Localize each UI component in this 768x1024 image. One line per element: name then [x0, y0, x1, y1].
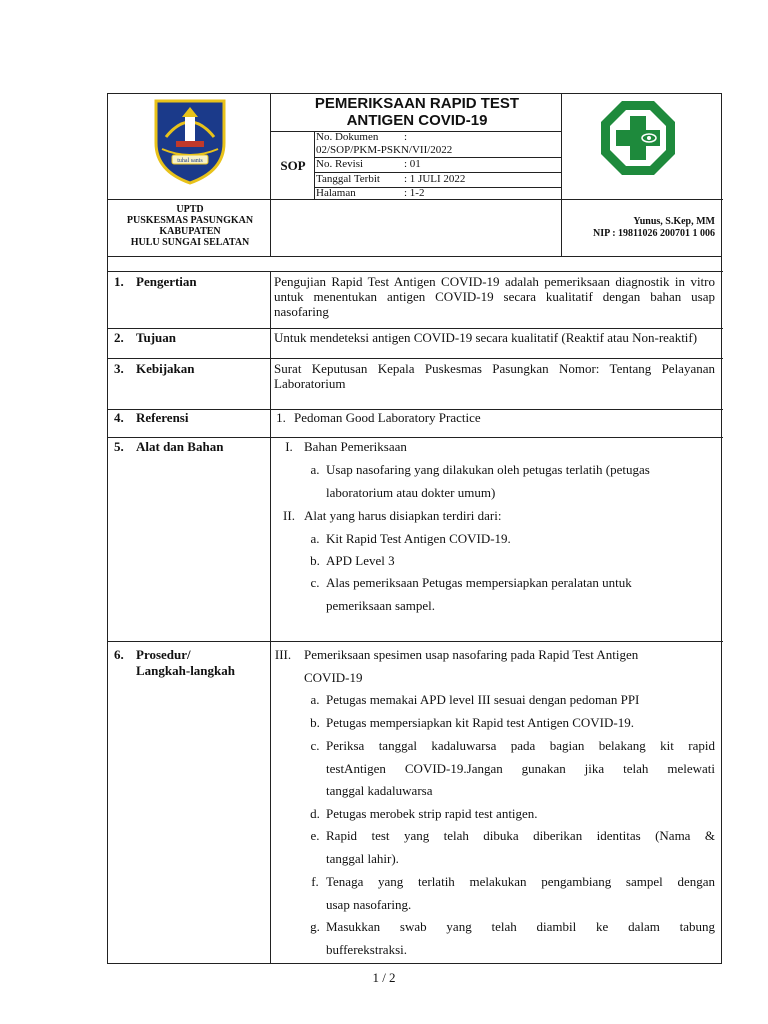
meta-issue-date: [316, 173, 465, 186]
section-label-referensi: [114, 410, 188, 425]
group-heading-continued: [274, 666, 715, 689]
list-item-continued: [274, 481, 715, 504]
group-text: Bahan Pemeriksaan: [304, 439, 407, 454]
item-text: Alas pemeriksaan Petugas mempersiapkan peralatan untuk: [326, 575, 632, 590]
meta-value: : 1 JULI 2022: [404, 173, 466, 185]
item-text: tanggal lahir).: [326, 851, 399, 866]
group-heading: [274, 504, 715, 527]
item-marker: b.: [310, 553, 320, 568]
signer-name: Yunus, S.Kep, MM: [633, 216, 715, 227]
group-text: Alat yang harus disiapkan terdiri dari:: [304, 508, 502, 523]
item-text: APD Level 3: [326, 553, 395, 568]
list-item-continued: [274, 594, 715, 617]
group-text: COVID-19: [304, 670, 363, 685]
item-text: Periksa tanggal kadaluwarsa pada bagian belakang kit rapid: [326, 738, 715, 753]
section-label-prosedur-2: Langkah-langkah: [136, 663, 235, 678]
group-text: Pemeriksaan spesimen usap nasofaring pada Rapid Test Antigen: [304, 647, 639, 662]
item-marker: c.: [310, 575, 320, 590]
list-item: [274, 549, 715, 572]
item-marker: d.: [310, 806, 320, 821]
item-marker: b.: [310, 715, 320, 730]
item-marker: a.: [310, 462, 320, 477]
org-line: PUSKESMAS PASUNGKAN: [126, 215, 254, 226]
item-text: usap nasofaring.: [326, 897, 412, 912]
org-line: KABUPATEN: [159, 226, 221, 237]
list-item: [274, 688, 715, 711]
meta-value: : 1-2: [404, 187, 425, 199]
group-heading: [274, 435, 715, 458]
section-title: Pengertian: [136, 274, 197, 289]
item-text: pemeriksaan sampel.: [326, 598, 436, 613]
list-item: [274, 571, 715, 594]
signer-nip: NIP : 19811026 200701 1 006: [593, 228, 715, 239]
section-number: 2.: [114, 330, 124, 345]
list-item: [274, 734, 715, 757]
item-text: Rapid test yang telah dibuka diberikan identitas (Nama &: [326, 828, 715, 843]
list-item-continued: [274, 757, 715, 780]
organization-name: [108, 204, 272, 248]
sop-label: SOP: [280, 157, 306, 173]
org-line: UPTD: [176, 204, 204, 215]
section-title: Referensi: [136, 410, 189, 425]
section-title: Alat dan Bahan: [136, 439, 224, 454]
group-marker: II.: [283, 508, 295, 523]
item-text: bufferekstraksi.: [326, 942, 407, 957]
meta-key: No. Revisi: [316, 158, 364, 170]
section-text-kebijakan: Surat Keputusan Kepala Puskesmas Pasungkan Nomor: Tentang Pelayanan Laboratorium: [274, 361, 715, 391]
item-text: Tenaga yang terlatih melakukan pengambiang sampel dengan: [326, 874, 715, 889]
referensi-item: [274, 406, 715, 429]
section-title: Prosedur/: [136, 647, 191, 662]
item-marker: a.: [310, 531, 320, 546]
meta-key: Tanggal Terbit: [316, 173, 380, 185]
item-text: Petugas memakai APD level III sesuai dengan pedoman PPI: [326, 692, 640, 707]
section-title: Kebijakan: [136, 361, 195, 376]
group-heading: [274, 643, 715, 666]
item-marker: a.: [310, 692, 320, 707]
list-item-continued: [274, 938, 715, 961]
list-item: [274, 458, 715, 481]
meta-value: : 01: [404, 158, 421, 170]
item-text: laboratorium atau dokter umum): [326, 485, 496, 500]
meta-revision: [316, 158, 421, 171]
list-item-continued: [274, 893, 715, 916]
item-marker: g.: [310, 919, 320, 934]
page-number: 1 / 2: [372, 970, 396, 985]
item-marker: f.: [311, 874, 319, 889]
item-text: Pedoman Good Laboratory Practice: [294, 410, 481, 425]
item-text: Usap nasofaring yang dilakukan oleh petugas terlatih (petugas: [326, 462, 650, 477]
section-number: 1.: [114, 274, 124, 289]
sop-content-table: [107, 257, 722, 964]
list-item-continued: [274, 779, 715, 802]
meta-doc-number-label: [316, 131, 407, 144]
item-text: tanggal kadaluwarsa: [326, 783, 433, 798]
meta-key: Halaman: [316, 187, 356, 199]
item-marker: e.: [310, 828, 320, 843]
item-marker: c.: [310, 738, 320, 753]
regional-government-logo: [152, 97, 228, 185]
section-title: Tujuan: [136, 330, 176, 345]
list-item: [274, 802, 715, 825]
section-number: 6.: [114, 647, 124, 662]
section-number: 5.: [114, 439, 124, 454]
section-text-tujuan: Untuk mendeteksi antigen COVID-19 secara kualitatif (Reaktif atau Non-reaktif): [274, 330, 698, 345]
section-label-pengertian: [114, 274, 197, 289]
section-number: 4.: [114, 410, 124, 425]
item-text: Petugas mempersiapkan kit Rapid test Antigen COVID-19.: [326, 715, 634, 730]
section-label-prosedur: [114, 647, 191, 662]
item-text: Kit Rapid Test Antigen COVID-19.: [326, 531, 511, 546]
meta-value: :: [404, 131, 408, 143]
list-item: [274, 870, 715, 893]
section-label-tujuan: [114, 330, 176, 345]
title-line-2: ANTIGEN COVID-19: [346, 112, 488, 129]
puskesmas-logo: [599, 99, 677, 177]
signer-block: [562, 216, 715, 240]
list-item: [274, 527, 715, 550]
meta-doc-number: 02/SOP/PKM-PSKN/VII/2022: [316, 144, 453, 156]
list-item: [274, 711, 715, 734]
list-item: [274, 915, 715, 938]
meta-key: No. Dokumen: [316, 131, 379, 143]
group-marker: III.: [274, 647, 292, 662]
org-line: HULU SUNGAI SELATAN: [130, 237, 250, 248]
document-title: [272, 95, 562, 129]
list-item-continued: [274, 847, 715, 870]
document-header: [107, 93, 722, 257]
group-marker: I.: [285, 439, 293, 454]
item-text: Masukkan swab yang telah diambil ke dalam tabung: [326, 919, 715, 934]
meta-page: [316, 187, 424, 200]
section-text-pengertian: Pengujian Rapid Test Antigen COVID-19 adalah pemeriksaan diagnostik in vitro untuk menentukan antigen COVID-19 secara kualitatif dengan bahan usap nasofaring: [274, 274, 715, 319]
item-marker: 1.: [276, 410, 286, 425]
title-line-1: PEMERIKSAAN RAPID TEST: [314, 95, 520, 112]
section-label-alat-bahan: [114, 439, 223, 454]
section-label-kebijakan: [114, 361, 195, 376]
section-number: 3.: [114, 361, 124, 376]
item-text: testAntigen COVID-19.Jangan gunakan jika telah melewati: [326, 761, 715, 776]
item-text: Petugas merobek strip rapid test antigen.: [326, 806, 538, 821]
logo-banner-text: tuhal sanis: [177, 158, 203, 164]
list-item: [274, 824, 715, 847]
